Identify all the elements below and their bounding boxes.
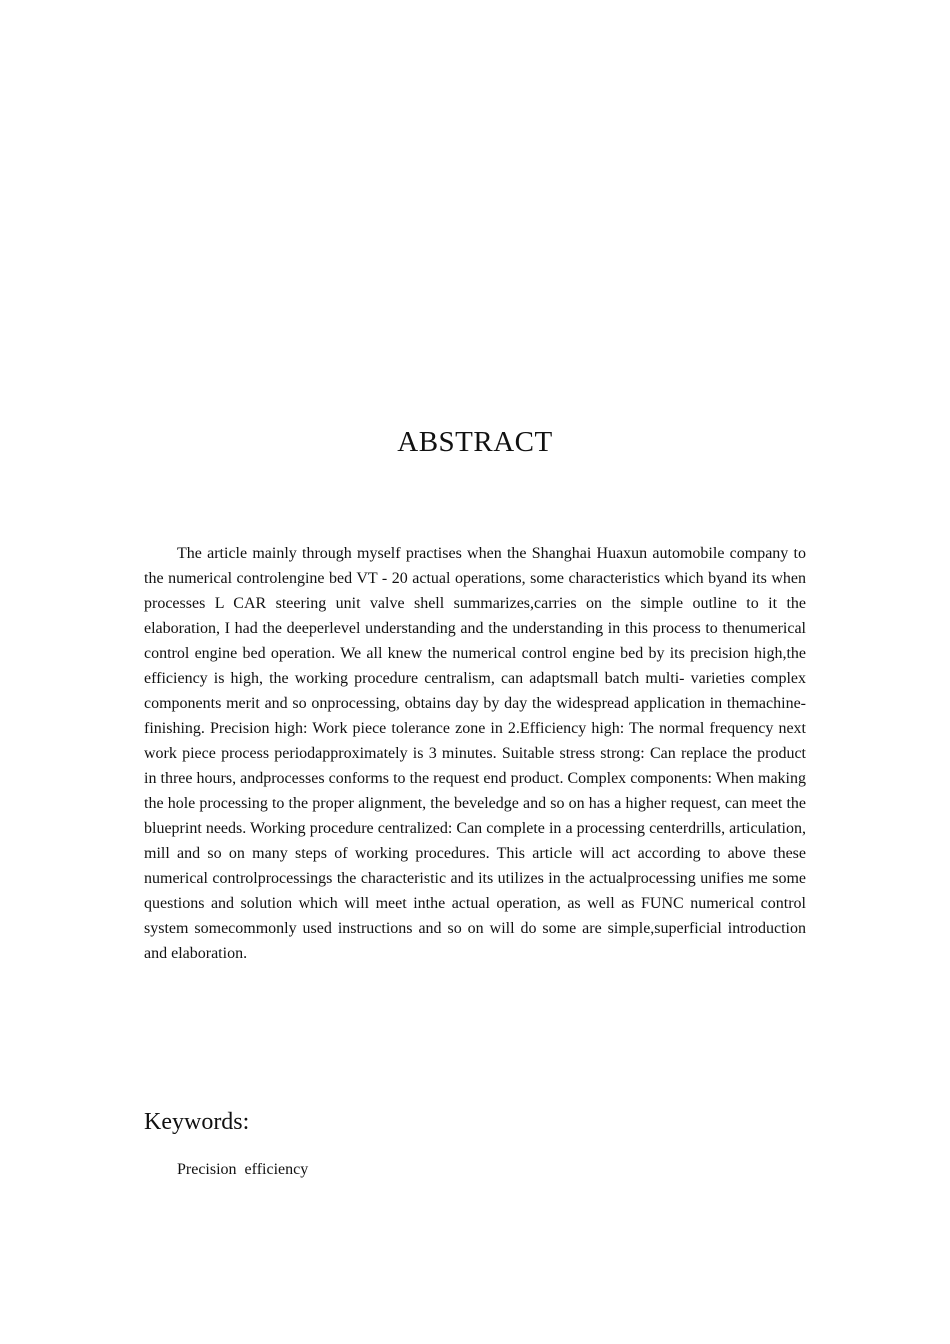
keywords-text: Precision efficiency (177, 1161, 309, 1178)
abstract-title: ABSTRACT (397, 426, 553, 458)
keywords-heading: Keywords: (144, 1109, 250, 1135)
abstract-body: The article mainly through myself practises when the Shanghai Huaxun automobile company to the numerical controlengine bed VT - 20 actual operations, some characteristics which byand its when processes L CAR steering unit valve shell summarizes,carries on the simple outline to it the elaboration, I had the deeperlevel understanding and the understanding in this process to thenumerical control engine bed operation. We all knew the numerical control engine bed by its precision high,the efficiency is high, the working procedure centralism, can adaptsmall batch multi- varieties complex components merit and so onprocessing, obtains day by day the widespread application in themachine-finishing. Precision high: Work piece tolerance zone in 2.Efficiency high: The normal frequency next work piece process periodapproximately is 3 minutes. Suitable stress strong: Can replace the product in three hours, andprocesses conforms to the request end product. Complex components: When making the hole processing to the proper alignment, the beveledge and so on has a higher request, can meet the blueprint needs. Working procedure centralized: Can complete in a processing centerdrills, articulation, mill and so on many steps of working procedures. This article will act according to above these numerical controlprocessings the characteristic and its utilizes in the actualprocessing unifies me some questions and solution which will meet inthe actual operation, as well as FUNC numerical control system somecommonly used instructions and so on will do some are simple,superficial introduction and elaboration. (144, 545, 806, 962)
